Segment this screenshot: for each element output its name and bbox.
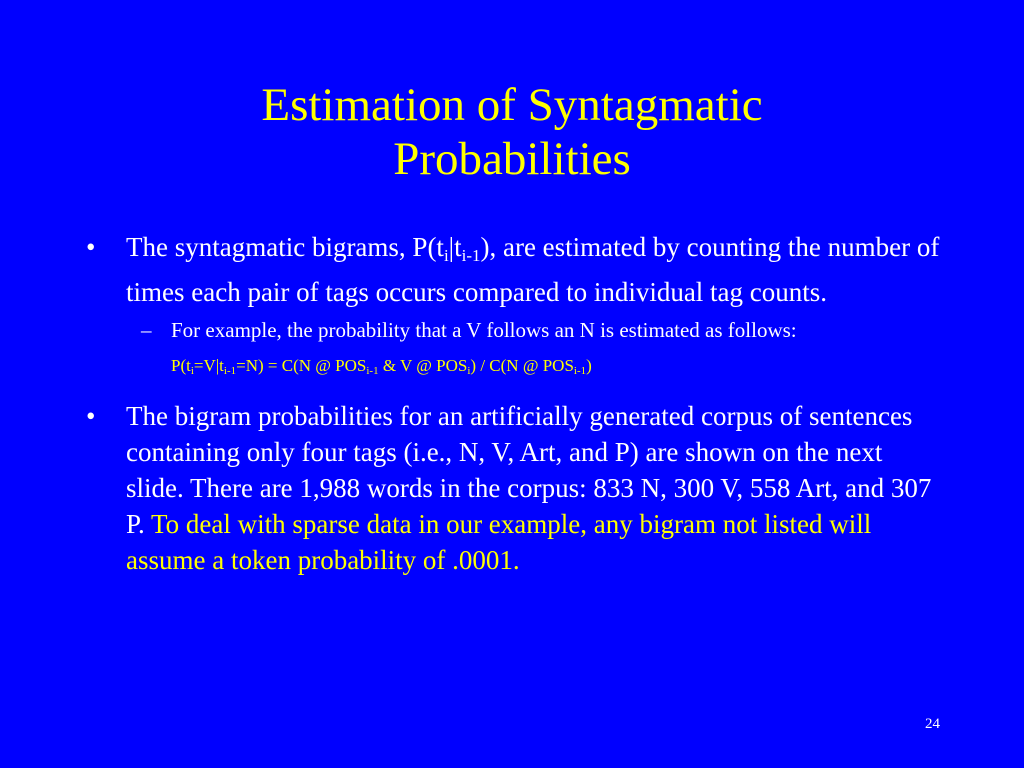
formula-subscript: i-1 (223, 365, 237, 377)
sub-bullet-marker: – (141, 318, 152, 342)
bullet-marker: • (86, 232, 96, 262)
bullet-syntagmatic-bigrams (86, 229, 946, 310)
sub-bullet-example (141, 317, 941, 343)
slide-content (86, 229, 946, 578)
formula-subscript: i-1 (366, 365, 379, 377)
page-number: 24 (925, 716, 940, 732)
slide-title-line-2: Probabilities (393, 133, 631, 185)
subscript-i: i (443, 246, 449, 265)
highlighted-note: To deal with sparse data in our example, any bigram not listed will assume a token probability of .0001. (126, 509, 872, 575)
formula-part: ) / C(N @ POS (470, 356, 574, 375)
sub-bullet-text: For example, the probability that a V follows an N is estimated as follows: (171, 318, 797, 342)
slide-title-line-1: Estimation of Syntagmatic (261, 79, 763, 131)
formula-part: P(t (171, 356, 191, 375)
formula-subscript: i (190, 365, 194, 377)
subscript-i-minus-1: i-1 (461, 246, 481, 265)
probability-formula (171, 355, 946, 382)
bullet-bigram-probabilities (86, 398, 946, 578)
formula-part: =V|t (193, 356, 224, 375)
slide-title (0, 78, 1024, 186)
formula-subscript: i (467, 365, 471, 377)
bullet-text-part: |t (448, 232, 462, 262)
formula-subscript: i-1 (573, 365, 587, 377)
formula-part: ) (586, 356, 592, 375)
bullet-text-part: ), are estimated by counting the number of times each pair of tags occurs compared to individual tag counts. (126, 232, 940, 307)
formula-part: =N) = C(N @ POS (236, 356, 367, 375)
formula-part: & V @ POS (378, 356, 468, 375)
bullet-text-part: The syntagmatic bigrams, P(t (126, 232, 444, 262)
bullet-text: The bigram probabilities for an artificially generated corpus of sentences containing only four tags (i.e., N, V, Art, and P) are shown on the next slide. There are 1,988 words in the corpus: 833 N, 300 V, 558 Art, and 307 P. (126, 401, 932, 539)
bullet-marker: • (86, 401, 96, 431)
